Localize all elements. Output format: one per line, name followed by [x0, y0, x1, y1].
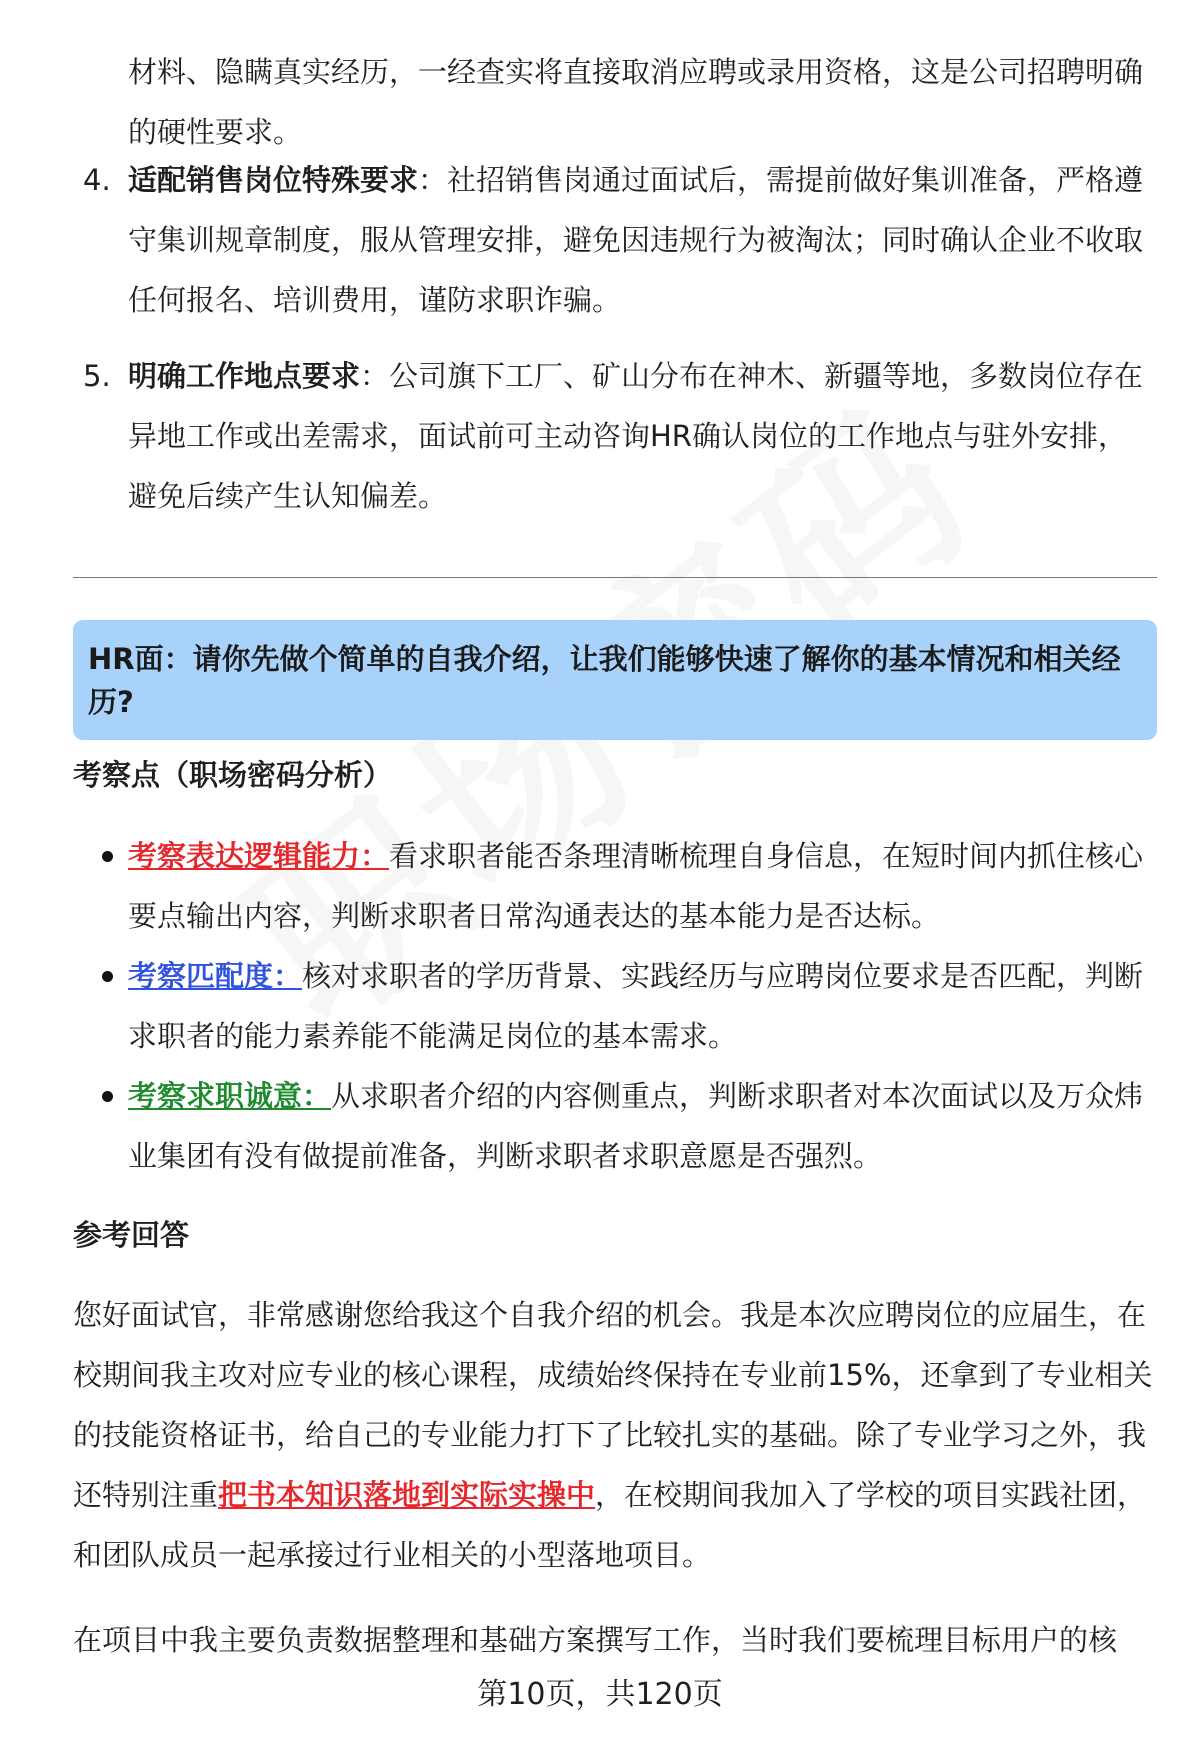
bullet-label: 考察匹配度： [128, 959, 303, 993]
list-number: 5. [83, 359, 111, 393]
bullet-item-sincerity [128, 1066, 1148, 1186]
bullet-text: 看求职者能否条理清晰梳理自身信息，在短时间内抓住核心要点输出内容，判断求职者日常沟通表达的基本能力是否达标。 [128, 839, 1144, 933]
bullet-text: 从求职者介绍的内容侧重点，判断求职者对本次面试以及万众炜业集团有没有做提前准备，判断求职者求职意愿是否强烈。 [128, 1079, 1144, 1173]
list-item-5 [83, 346, 1148, 526]
section-divider [73, 577, 1157, 578]
bullet-item-match [128, 946, 1148, 1066]
analysis-heading: 考察点（职场密码分析） [73, 758, 393, 792]
list-item-title: 明确工作地点要求 [128, 359, 361, 393]
answer-heading: 参考回答 [73, 1218, 190, 1252]
answer-text: ，在校期间我加入了学校的项目实践社团，和团队成员一起承接过行业相关的小型落地项目。 [73, 1478, 1147, 1572]
page-footer: 第10页，共120页 [477, 1677, 723, 1712]
bullet-label: 考察表达逻辑能力： [128, 839, 390, 873]
list-item-4 [83, 150, 1148, 330]
list-item-text: 公司旗下工厂、矿山分布在神木、新疆等地，多数岗位存在异地工作或出差需求，面试前可主动咨询HR确认岗位的工作地点与驻外安排，避免后续产生认知偏差。 [128, 359, 1144, 513]
intro-continuation: 材料、隐瞒真实经历，一经查实将直接取消应聘或录用资格，这是公司招聘明确的硬性要求。 [128, 55, 1144, 149]
list-item-title: 适配销售岗位特殊要求 [128, 163, 419, 197]
list-item-text: 社招销售岗通过面试后，需提前做好集训准备，严格遵守集训规章制度，服从管理安排，避免因违规行为被淘汰；同时确认企业不收取任何报名、培训费用，谨防求职诈骗。 [128, 163, 1144, 317]
answer-paragraph-2: 在项目中我主要负责数据整理和基础方案撰写工作，当时我们要梳理目标用户的核 [73, 1623, 1118, 1657]
answer-highlight: 把书本知识落地到实际实操中 [218, 1478, 596, 1512]
bullet-item-logic [128, 826, 1148, 946]
bullet-dot [102, 851, 113, 862]
bullet-dot [102, 971, 113, 982]
answer-text: 您好面试官，非常感谢您给我这个自我介绍的机会。我是本次应聘岗位的应届生，在校期间我主攻对应专业的核心课程，成绩始终保持在专业前15%，还拿到了专业相关的技能资格证书，给自己的专业能力打下了比较扎实的基础。除了专业学习之外，我还特别注重 [73, 1298, 1153, 1512]
list-number: 4. [83, 163, 111, 197]
list-item-separator: ： [360, 359, 390, 393]
bullet-text: 核对求职者的学历背景、实践经历与应聘岗位要求是否匹配，判断求职者的能力素养能不能满足岗位的基本需求。 [128, 959, 1144, 1053]
answer-paragraph-1 [73, 1285, 1163, 1585]
bullet-dot [102, 1091, 113, 1102]
list-item-separator: ： [418, 163, 448, 197]
question-box [73, 620, 1157, 740]
bullet-label: 考察求职诚意： [128, 1079, 332, 1113]
question-text: HR面：请你先做个简单的自我介绍，让我们能够快速了解你的基本情况和相关经历? [88, 642, 1121, 719]
